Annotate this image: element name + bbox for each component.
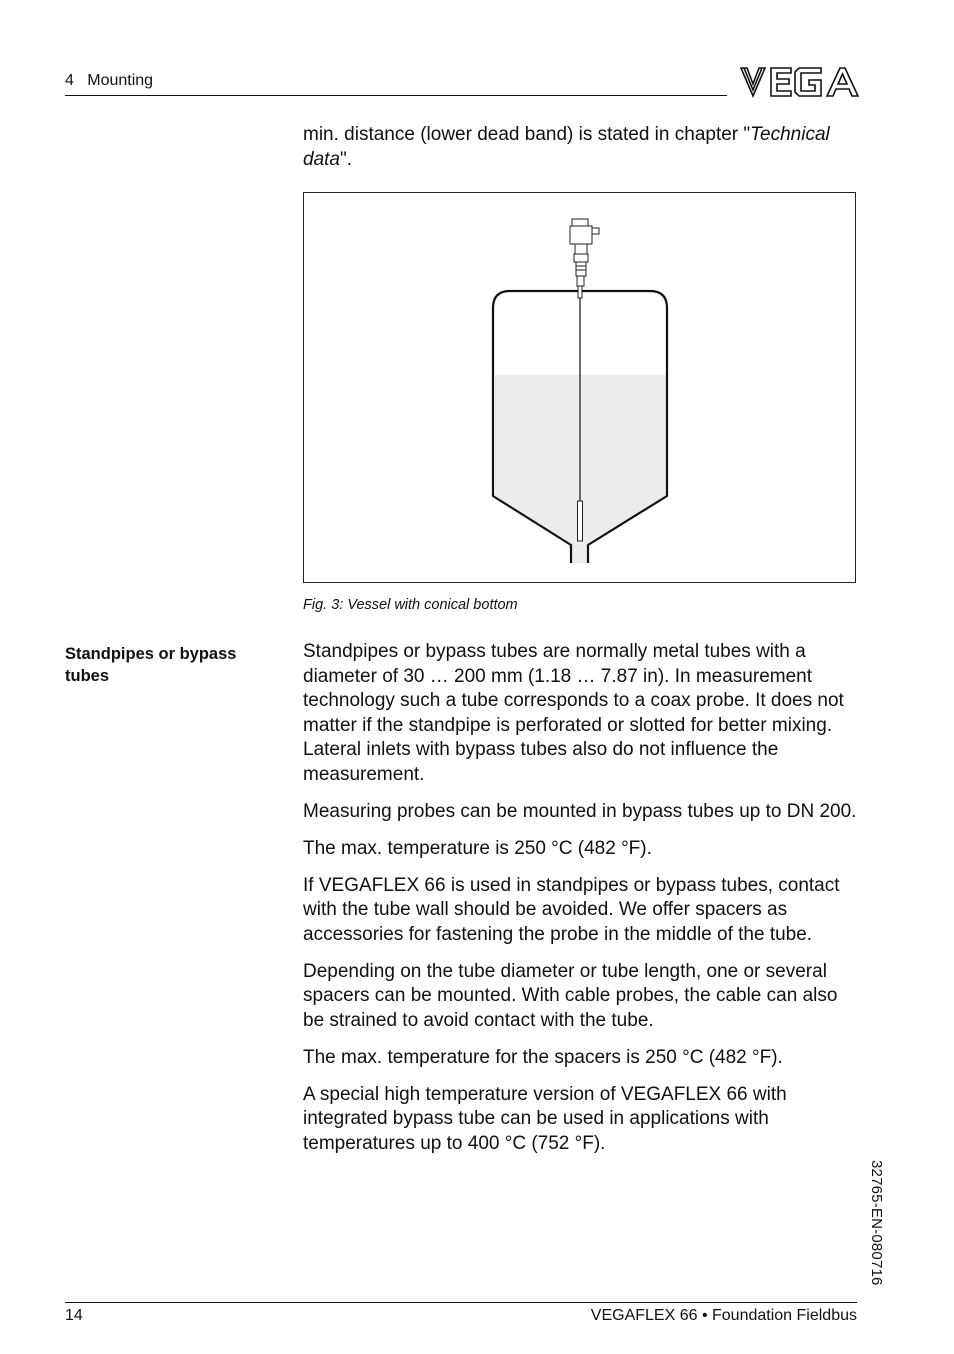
paragraph: If VEGAFLEX 66 is used in standpipes or bypass tubes, contact with the tube wall should be avoided. We offer spacers as accessories for fastening the probe in the middle of the tube.: [303, 874, 840, 945]
page-number: 14: [65, 1307, 83, 1324]
probe-weight: [578, 501, 583, 541]
paragraph: Standpipes or bypass tubes are normally metal tubes with a diameter of 30 … 200 mm (1.18 … 7.87 in). In measurement technology such a tube corresponds to a coax probe. It does not matter if the standpipe is perforated or slotted for better mixing. Lateral inlets with bypass tubes also do not influence the measurement.: [303, 641, 844, 785]
paragraph: A special high temperature version of VEGAFLEX 66 with integrated bypass tube can be used in applications with temperatures up to 400 °C (752 °F).: [303, 1083, 787, 1154]
paragraph: The max. temperature is 250 °C (482 °F).: [303, 837, 652, 859]
side-heading-standpipes: Standpipes or bypass tubes: [65, 645, 237, 685]
body-text: [303, 640, 863, 1169]
vega-logo: [739, 64, 859, 100]
footer-rule: [65, 1302, 857, 1303]
footer-document-title: VEGAFLEX 66 • Foundation Fieldbus: [590, 1307, 857, 1324]
intro-text-end: ".: [339, 148, 353, 170]
sensor-head: [570, 219, 599, 298]
intro-paragraph: [303, 123, 863, 172]
intro-chapter-reference: Technical data: [303, 124, 830, 170]
paragraph: Depending on the tube diameter or tube length, one or several spacers can be mounted. With cable probes, the cable can also be strained to avoid contact with the tube.: [303, 960, 838, 1031]
document-id-vertical: 32765-EN-080716: [868, 1160, 885, 1286]
paragraph: Measuring probes can be mounted in bypass tubes up to DN 200.: [303, 800, 857, 822]
header-rule: [65, 95, 727, 96]
paragraph: The max. temperature for the spacers is 250 °C (482 °F).: [303, 1046, 783, 1068]
intro-text-start: min. distance (lower dead band) is stated in chapter ": [303, 124, 751, 145]
figure-vessel-conical-bottom: [303, 192, 856, 583]
vessel-illustration: [304, 193, 855, 582]
header-section-title: 4 Mounting: [65, 72, 154, 89]
figure-caption: Fig. 3: Vessel with conical bottom: [303, 597, 518, 613]
